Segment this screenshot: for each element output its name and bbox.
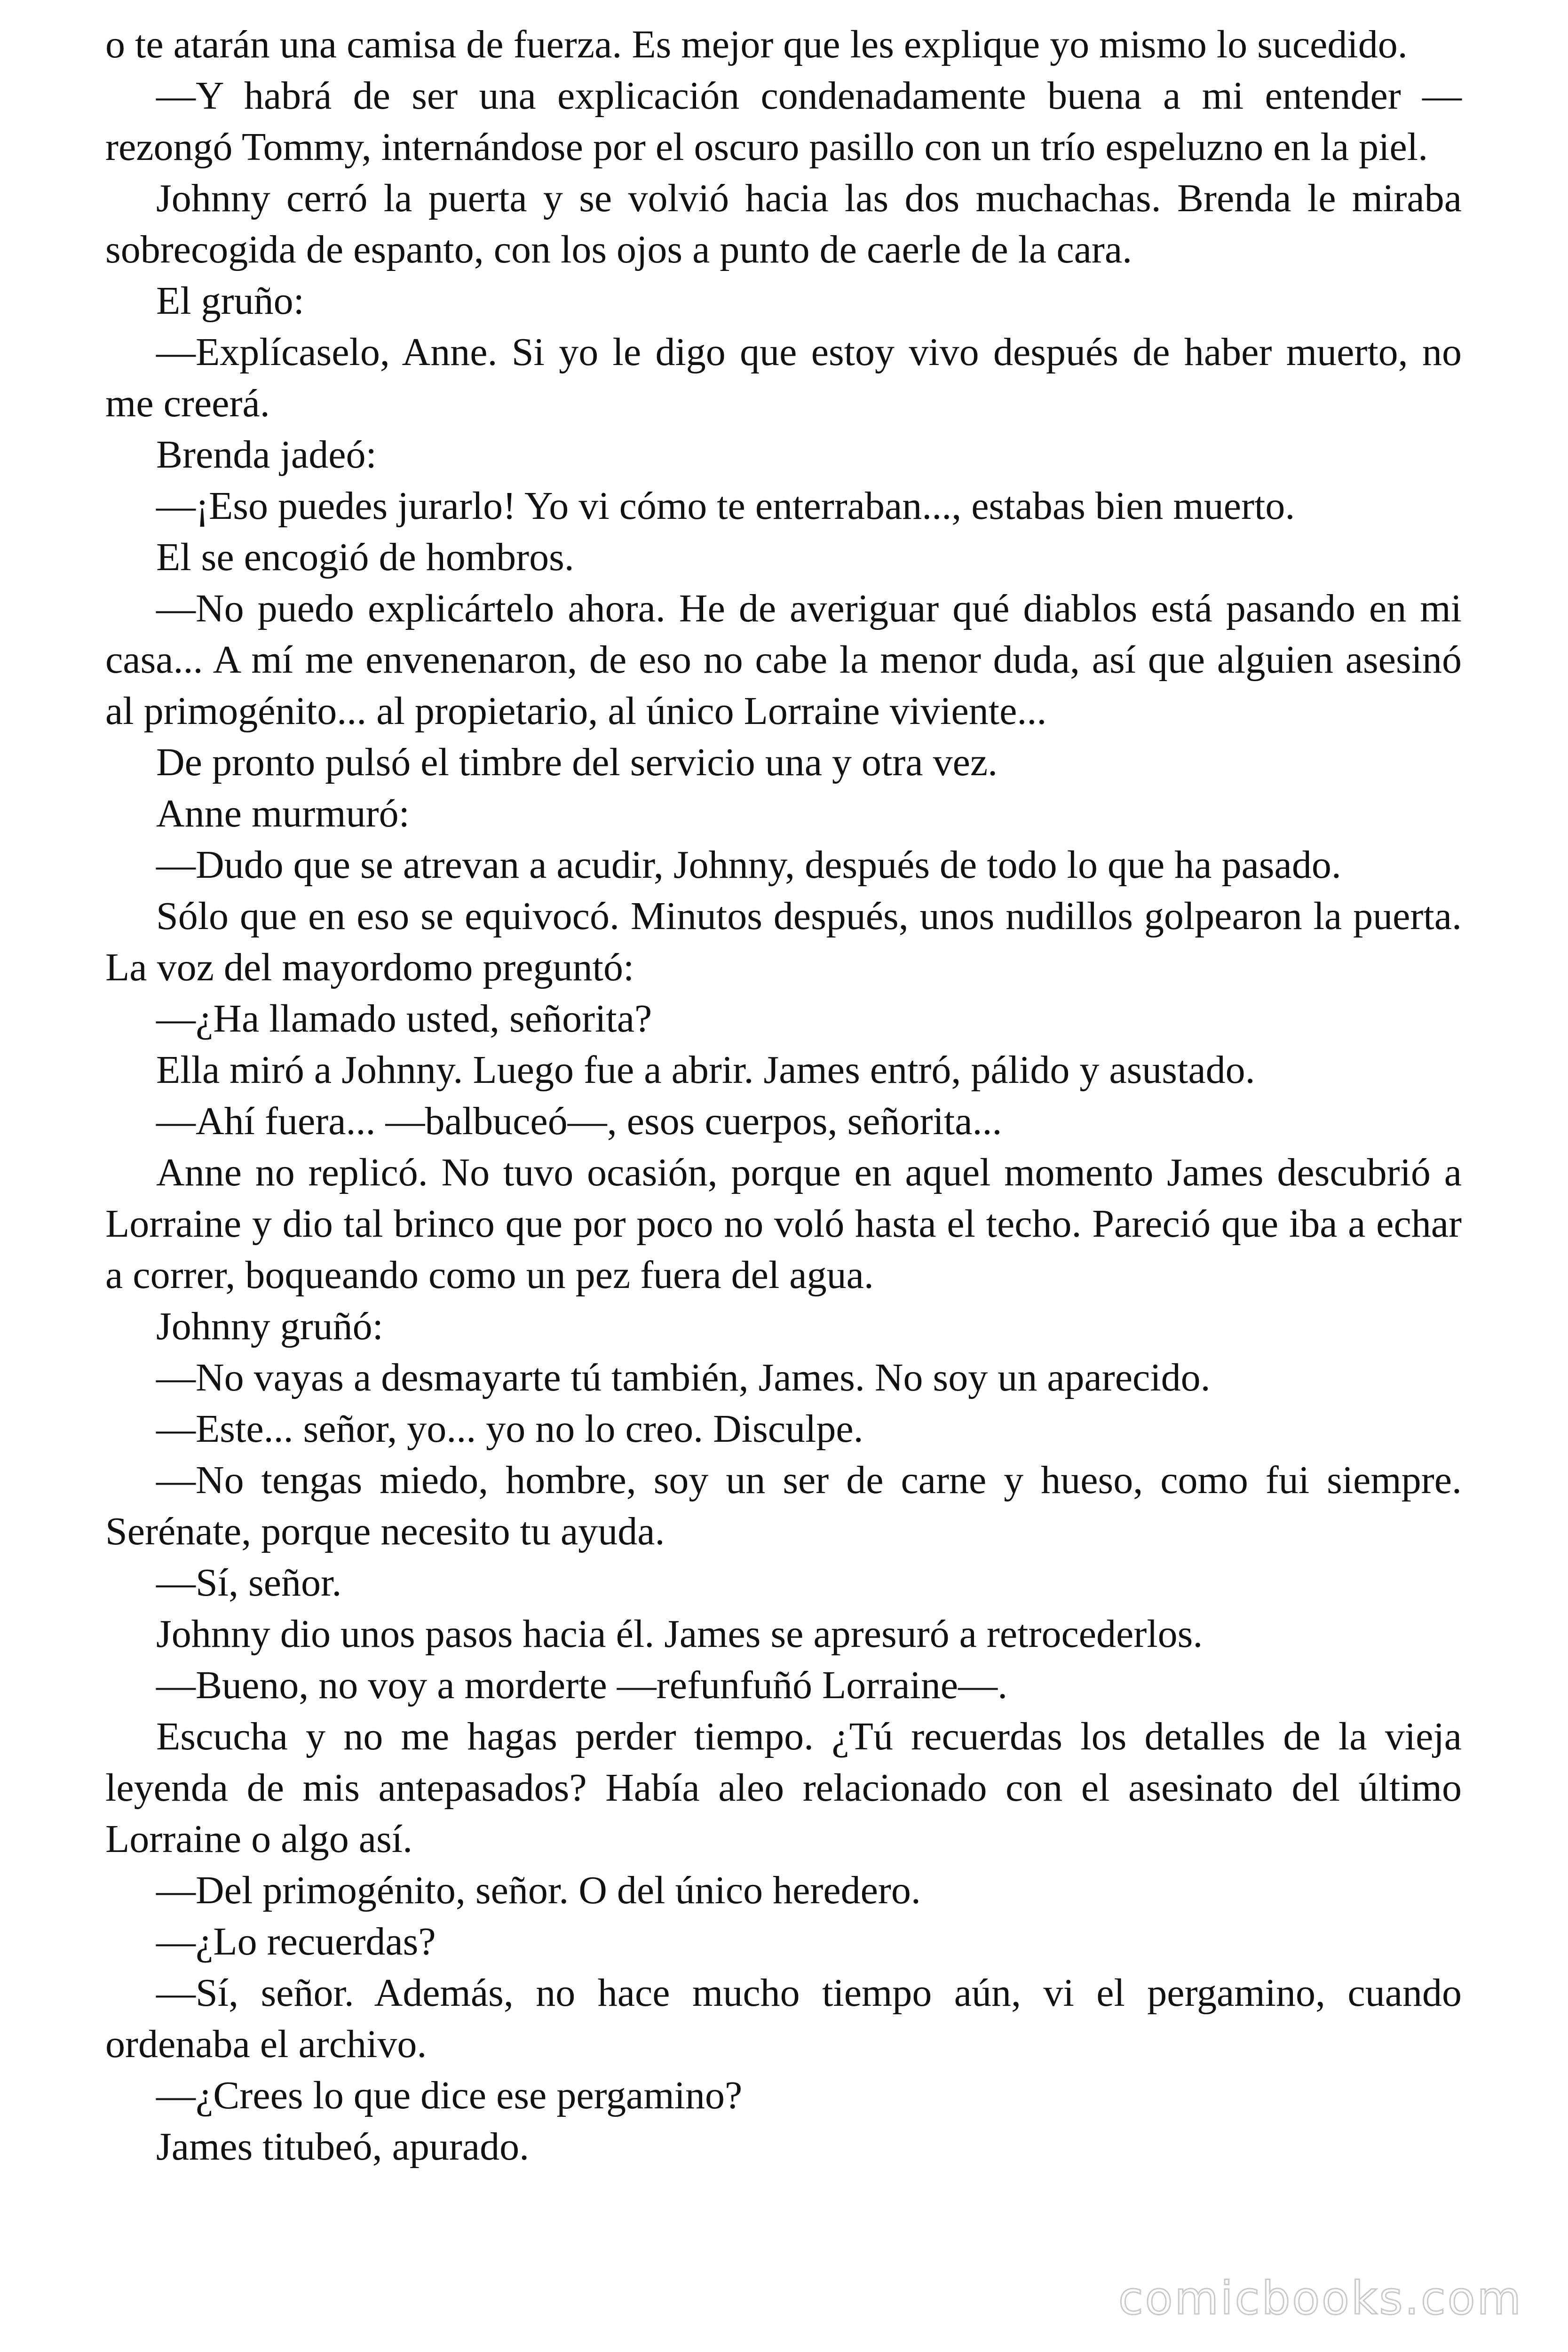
paragraph: —No vayas a desmayarte tú también, James. No soy un aparecido. <box>156 1356 1211 1399</box>
paragraph: Escucha y no me hagas perder tiempo. ¿Tú recuerdas los detalles de la vieja leyenda de mis antepasados? Había aleo relacionado con el asesinato del último Lorraine o algo así. <box>105 1715 1462 1861</box>
paragraph: —Explícaselo, Anne. Si yo le digo que estoy vivo después de haber muerto, no me creerá. <box>105 330 1462 425</box>
paragraph: —Dudo que se atrevan a acudir, Johnny, después de todo lo que ha pasado. <box>156 843 1341 887</box>
paragraph: El se encogió de hombros. <box>156 535 574 579</box>
paragraph: Anne murmuró: <box>156 792 410 835</box>
paragraph: De pronto pulsó el timbre del servicio una y otra vez. <box>156 740 998 784</box>
paragraph: —Este... señor, yo... yo no lo creo. Disculpe. <box>156 1407 863 1451</box>
watermark: comicbooks.com <box>1118 2272 1523 2325</box>
paragraph: Sólo que en eso se equivocó. Minutos después, unos nudillos golpearon la puerta. La voz del mayordomo preguntó: <box>105 894 1462 989</box>
paragraph: Johnny cerró la puerta y se volvió hacia las dos muchachas. Brenda le miraba sobrecogida de espanto, con los ojos a punto de caerle de la cara. <box>105 176 1462 271</box>
paragraph: Ella miró a Johnny. Luego fue a abrir. James entró, pálido y asustado. <box>156 1048 1255 1092</box>
paragraph: Anne no replicó. No tuvo ocasión, porque en aquel momento James descubrió a Lorraine y dio tal brinco que por poco no voló hasta el techo. Pareció que iba a echar a correr, boqueando como un pez fuera del agua. <box>105 1151 1462 1297</box>
paragraph: —¿Ha llamado usted, señorita? <box>156 997 652 1041</box>
paragraph: —Del primogénito, señor. O del único heredero. <box>156 1868 921 1912</box>
paragraph: James titubeó, apurado. <box>156 2125 530 2169</box>
book-page <box>105 19 1462 2172</box>
paragraph: —No tengas miedo, hombre, soy un ser de carne y hueso, como fui siempre. Serénate, porque necesito tu ayuda. <box>105 1458 1462 1553</box>
paragraph: Johnny dio unos pasos hacia él. James se apresuró a retrocederlos. <box>156 1612 1203 1656</box>
paragraph: o te atarán una camisa de fuerza. Es mejor que les explique yo mismo lo sucedido. <box>105 23 1408 66</box>
paragraph: El gruño: <box>156 279 304 323</box>
paragraph: Johnny gruñó: <box>156 1304 383 1348</box>
paragraph: —Sí, señor. <box>156 1561 342 1605</box>
paragraph: —Ahí fuera... —balbuceó—, esos cuerpos, señorita... <box>156 1099 1002 1143</box>
paragraph: —¡Eso puedes jurarlo! Yo vi cómo te enterraban..., estabas bien muerto. <box>156 484 1295 528</box>
paragraph: —No puedo explicártelo ahora. He de averiguar qué diablos está pasando en mi casa... A mí me envenenaron, de eso no cabe la menor duda, así que alguien asesinó al primogénito... al propietario, al único Lorraine viviente... <box>105 587 1462 733</box>
paragraph: —¿Crees lo que dice ese pergamino? <box>156 2074 743 2117</box>
paragraph: —Y habrá de ser una explicación condenadamente buena a mi entender —rezongó Tommy, internándose por el oscuro pasillo con un trío espeluzno en la piel. <box>105 74 1462 169</box>
paragraph: —Sí, señor. Además, no hace mucho tiempo aún, vi el pergamino, cuando ordenaba el archivo. <box>105 1971 1462 2066</box>
paragraph: —¿Lo recuerdas? <box>156 1920 436 1963</box>
paragraph: —Bueno, no voy a morderte —refunfuñó Lorraine—. <box>156 1663 1008 1707</box>
paragraph: Brenda jadeó: <box>156 433 377 477</box>
